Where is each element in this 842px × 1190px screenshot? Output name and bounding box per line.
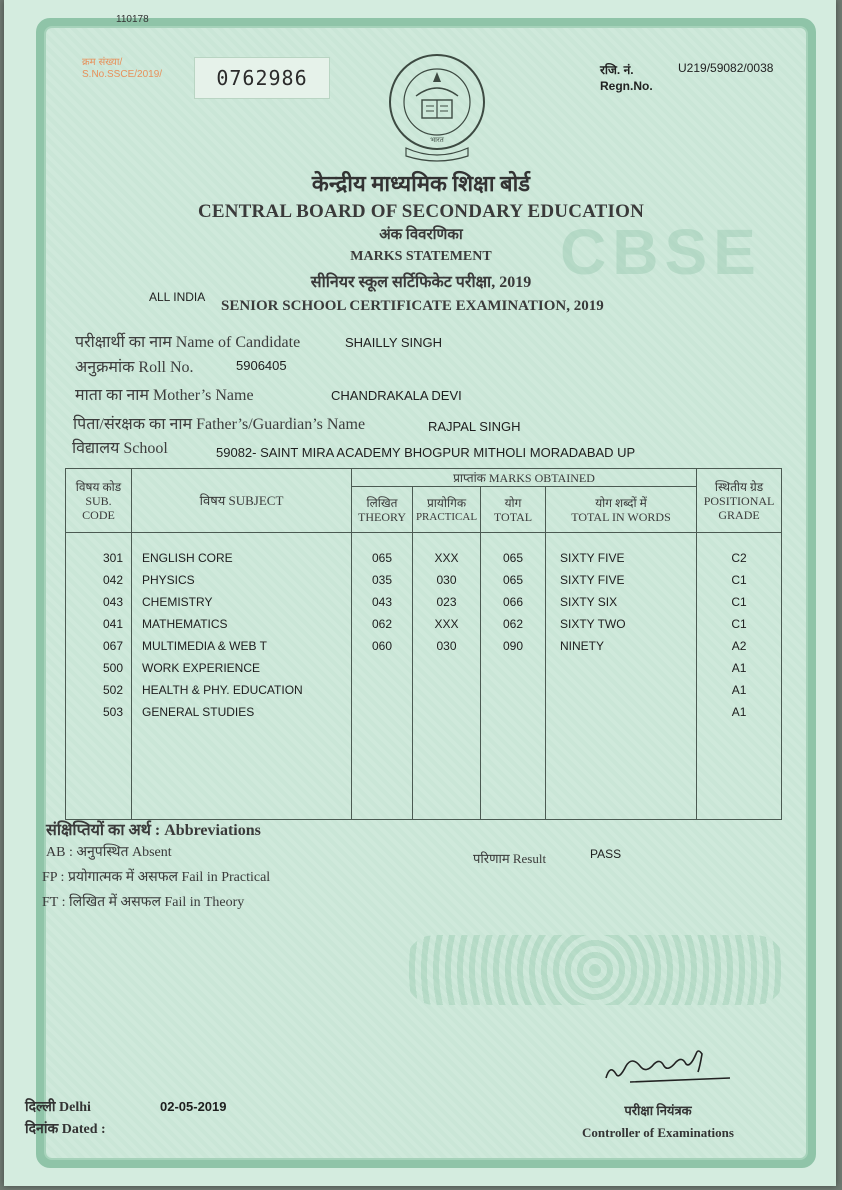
sub-code: 041 bbox=[102, 617, 123, 631]
regn-number: U219/59082/0038 bbox=[678, 61, 774, 75]
total-mark: 062 bbox=[502, 617, 524, 631]
controller-signature bbox=[600, 1046, 750, 1092]
result-value: PASS bbox=[590, 847, 622, 861]
header-grade-grade: GRADE bbox=[718, 507, 760, 522]
board-name: CENTRAL BOARD OF SECONDARY EDUCATION bbox=[197, 201, 645, 222]
controller-block bbox=[568, 1100, 748, 1144]
grade: C1 bbox=[731, 573, 747, 587]
grade: C1 bbox=[731, 617, 747, 631]
abbr-fail-practical: FP : प्रयोगात्मक में असफल Fail in Practical bbox=[42, 870, 271, 885]
regn-label-eng: Regn.No. bbox=[600, 79, 653, 93]
sub-code: 502 bbox=[102, 683, 123, 697]
place-and-date-labels bbox=[25, 1097, 106, 1141]
board-name-hindi: केन्द्रीय माध्यमिक शिक्षा बोर्ड bbox=[311, 171, 531, 196]
sub-code: 301 bbox=[102, 551, 123, 565]
subject-name: WORK EXPERIENCE bbox=[142, 661, 261, 675]
total-in-words: SIXTY TWO bbox=[560, 617, 626, 631]
candidate-name: SHAILLY SINGH bbox=[345, 335, 443, 350]
decorative-pattern bbox=[405, 935, 785, 1005]
header-code-hindi: विषय कोड bbox=[75, 479, 122, 494]
controller-title-hindi: परीक्षा नियंत्रक bbox=[624, 1103, 692, 1118]
cbse-emblem-icon bbox=[386, 52, 488, 162]
mother-name-label: माता का नाम Mother’s Name bbox=[75, 387, 254, 404]
subject-name: CHEMISTRY bbox=[142, 595, 213, 609]
theory-mark: 065 bbox=[371, 551, 393, 565]
serial-label-hindi: क्रम संख्या/ bbox=[82, 57, 123, 68]
abbr-absent: AB : अनुपस्थित Absent bbox=[46, 845, 172, 860]
theory-mark: 062 bbox=[371, 617, 393, 631]
sub-code: 067 bbox=[102, 639, 123, 653]
grade: C1 bbox=[731, 595, 747, 609]
school-name: 59082- SAINT MIRA ACADEMY BHOGPUR MITHOLI MORADABAD UP bbox=[216, 445, 636, 460]
header-code-code: CODE bbox=[82, 507, 115, 522]
header-total-in-words bbox=[546, 487, 697, 533]
header-positional-grade bbox=[697, 469, 782, 533]
sub-code: 043 bbox=[102, 595, 123, 609]
total-mark: 065 bbox=[502, 551, 524, 565]
practical-mark: 030 bbox=[436, 573, 457, 587]
header-practical-hindi: प्रायोगिक bbox=[426, 495, 467, 510]
emblem-caption: भारत bbox=[430, 136, 444, 144]
grade: A1 bbox=[731, 661, 747, 675]
header-subject: विषय SUBJECT bbox=[132, 469, 352, 533]
theory-mark: 035 bbox=[371, 573, 393, 587]
serial-number: 0762986 bbox=[194, 57, 330, 99]
all-india-label: ALL INDIA bbox=[149, 290, 206, 304]
col-grades bbox=[697, 533, 782, 820]
controller-title: Controller of Examinations bbox=[582, 1125, 734, 1140]
header-grade-positional: POSITIONAL bbox=[703, 493, 775, 508]
header-words-hindi: योग शब्दों में bbox=[595, 495, 647, 510]
exam-title: SENIOR SCHOOL CERTIFICATE EXAMINATION, 2019 bbox=[221, 298, 604, 314]
school-label: विद्यालय School bbox=[72, 440, 168, 457]
total-mark: 065 bbox=[502, 573, 524, 587]
father-name-label: पिता/संरक्षक का नाम Father’s/Guardian’s Name bbox=[73, 416, 366, 433]
header-grade-hindi: स्थितीय ग्रेड bbox=[714, 479, 764, 494]
abbreviations-title: संक्षिप्तियों का अर्थ : Abbreviations bbox=[46, 822, 261, 839]
theory-mark: 060 bbox=[371, 639, 393, 653]
place-label: दिल्ली Delhi bbox=[25, 1100, 91, 1115]
col-codes bbox=[66, 533, 132, 820]
header-total-eng: TOTAL bbox=[493, 509, 533, 524]
header-words-eng: TOTAL IN WORDS bbox=[571, 509, 671, 524]
regn-label-hindi: रजि. नं. bbox=[600, 63, 634, 77]
result-label: परिणाम Result bbox=[473, 851, 547, 866]
statement-title-hindi: अंक विवरणिका bbox=[379, 227, 463, 243]
header-theory-hindi: लिखित bbox=[366, 495, 398, 510]
practical-mark: XXX bbox=[434, 551, 459, 565]
header-total-hindi: योग bbox=[504, 495, 522, 510]
mother-name: CHANDRAKALA DEVI bbox=[331, 388, 462, 403]
issue-date: 02-05-2019 bbox=[160, 1099, 227, 1114]
col-practical bbox=[413, 533, 481, 820]
header-practical bbox=[413, 487, 481, 533]
total-in-words: SIXTY FIVE bbox=[560, 551, 625, 565]
subject-name: PHYSICS bbox=[142, 573, 195, 587]
header-sub-code bbox=[66, 469, 132, 533]
total-in-words: SIXTY FIVE bbox=[560, 573, 625, 587]
col-subjects bbox=[132, 533, 352, 820]
subject-name: HEALTH & PHY. EDUCATION bbox=[142, 683, 303, 697]
dated-label: दिनांक Dated : bbox=[25, 1122, 106, 1137]
top-serial: 110178 bbox=[116, 14, 149, 25]
statement-title: MARKS STATEMENT bbox=[350, 249, 492, 264]
total-in-words: NINETY bbox=[560, 639, 605, 653]
roll-number: 5906405 bbox=[236, 358, 287, 373]
header-practical-eng: PRACTICAL bbox=[415, 510, 478, 523]
practical-mark: 030 bbox=[436, 639, 457, 653]
regn-label bbox=[600, 62, 653, 94]
col-total bbox=[481, 533, 546, 820]
father-name: RAJPAL SINGH bbox=[428, 419, 521, 434]
sub-code: 042 bbox=[102, 573, 123, 587]
marks-table bbox=[65, 468, 782, 820]
header-theory-eng: THEORY bbox=[358, 509, 406, 524]
candidate-name-label: परीक्षार्थी का नाम Name of Candidate bbox=[75, 334, 301, 351]
col-total-words bbox=[546, 533, 697, 820]
roll-label: अनुक्रमांक Roll No. bbox=[75, 359, 194, 376]
subject-name: ENGLISH CORE bbox=[142, 551, 233, 565]
serial-label bbox=[82, 57, 162, 81]
practical-mark: 023 bbox=[436, 595, 457, 609]
header-total bbox=[481, 487, 546, 533]
subject-name: MULTIMEDIA & WEB T bbox=[142, 639, 267, 653]
grade: A1 bbox=[731, 683, 747, 697]
cbse-watermark: CBSE bbox=[560, 216, 762, 288]
serial-label-eng: S.No.SSCE/2019/ bbox=[82, 69, 163, 80]
practical-mark: XXX bbox=[434, 617, 459, 631]
grade: A1 bbox=[731, 705, 747, 719]
subject-name: MATHEMATICS bbox=[142, 617, 228, 631]
sub-code: 500 bbox=[102, 661, 123, 675]
total-mark: 090 bbox=[502, 639, 524, 653]
header-theory bbox=[352, 487, 413, 533]
total-mark: 066 bbox=[502, 595, 524, 609]
header-code-sub: SUB. bbox=[85, 493, 112, 508]
total-in-words: SIXTY SIX bbox=[560, 595, 618, 609]
col-theory bbox=[352, 533, 413, 820]
exam-title-hindi: सीनियर स्कूल सर्टिफिकेट परीक्षा, 2019 bbox=[310, 274, 532, 291]
header-marks-obtained: प्राप्तांक MARKS OBTAINED bbox=[352, 469, 697, 487]
theory-mark: 043 bbox=[371, 595, 393, 609]
abbr-fail-theory: FT : लिखित में असफल Fail in Theory bbox=[42, 895, 245, 910]
grade: A2 bbox=[731, 639, 747, 653]
grade: C2 bbox=[731, 551, 747, 565]
sub-code: 503 bbox=[102, 705, 123, 719]
subject-name: GENERAL STUDIES bbox=[142, 705, 255, 719]
